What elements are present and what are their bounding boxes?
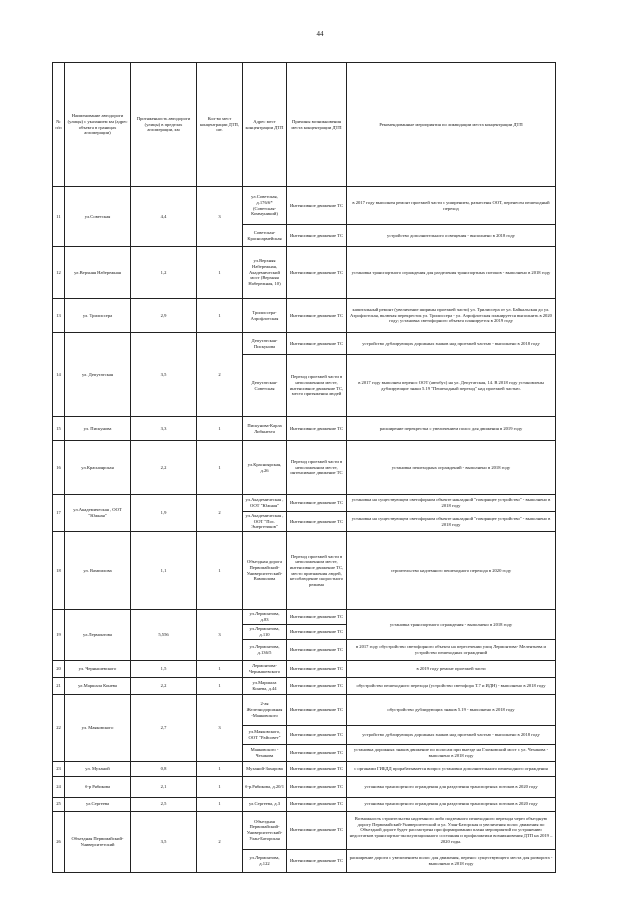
address-cell: Объездная дорога Первомайский-Университетский-Вампилова xyxy=(243,532,287,610)
length-cell: 2,1 xyxy=(131,776,197,797)
recommendation-cell: устройство дублирующих дорожных знаков над проезжей частью - выполнено в 2018 году xyxy=(347,725,556,744)
address-cell: Маяковского - Чехакова xyxy=(243,744,287,761)
cause-cell: Интенсивное движение ТС xyxy=(287,677,347,694)
address-cell: ул.Советская, д.176/6* (Советская-Коммуникий) xyxy=(243,187,287,225)
cause-cell: Интенсивное движение ТС xyxy=(287,776,347,797)
cause-cell: Интенсивное движение ТС xyxy=(287,495,347,512)
road-name-cell: ул.Лермонтова xyxy=(65,610,131,660)
accident-sites-table xyxy=(52,62,556,873)
page-number: 44 xyxy=(316,30,324,38)
recommendation-cell: установка дорожных знаков движение по полосам при выезде на Глазковский мост с ул. Чехакова - выполнено в 2018 году xyxy=(347,744,556,761)
cause-cell: Интенсивное движение ТС xyxy=(287,811,347,849)
header-count: Кол-во мест концентрации ДТП, шт. xyxy=(197,63,243,187)
address-cell: ул.Лермонтова, д.83 xyxy=(243,610,287,625)
address-cell: ул.Академическая , ООТ "Южная" xyxy=(243,495,287,512)
address-cell: ул.Лермонтова, д.110 xyxy=(243,625,287,639)
row-number-cell: 19 xyxy=(53,610,65,660)
cause-cell: Интенсивное движение ТС xyxy=(287,299,347,333)
row-number-cell: 14 xyxy=(53,333,65,417)
recommendation-cell: капитальный ремонт (увеличение ширины проезжей части) ул. Трилиссера от ул. Байкальская до ул. Аэрофлотская, включая перекресток ул. Трилиссера - ул. Аэрофлотская планируется выполнить в 2020 году; установка светофорного объекта планируется в 2019 году xyxy=(347,299,556,333)
road-name-cell: ул. Депутатская xyxy=(65,333,131,417)
address-cell: б-р.Рябикова, д.20/1 xyxy=(243,776,287,797)
recommendation-cell: в 2019 году ремонт проезжей части xyxy=(347,660,556,677)
length-cell: 2,2 xyxy=(131,441,197,495)
cause-cell: Интенсивное движение ТС xyxy=(287,725,347,744)
row-number-cell: 13 xyxy=(53,299,65,333)
road-name-cell: б-р Рябикова xyxy=(65,776,131,797)
row-number-cell: 22 xyxy=(53,694,65,761)
recommendation-cell: устройство дополнительного освещения - выполнено в 2018 году xyxy=(347,225,556,247)
header-address: Адрес мест концентрации ДТП xyxy=(243,63,287,187)
road-name-cell: ул. Вампилова xyxy=(65,532,131,610)
recommendation-cell: установка на существующем светофорном объекте накладной "говорящее устройство" - выполнено в 2018 году xyxy=(347,512,556,532)
count-cell: 1 xyxy=(197,776,243,797)
row-number-cell: 15 xyxy=(53,417,65,441)
cause-cell: Переход проезжей части в неположенном месте, интенсивное движение ТС, место притяжения людей, несоблюдение скоростного режима xyxy=(287,532,347,610)
address-cell: ул.Маршала Конева, д.44 xyxy=(243,677,287,694)
cause-cell: Интенсивное движение ТС xyxy=(287,187,347,225)
table-row xyxy=(53,299,556,333)
length-cell: 5,556 xyxy=(131,610,197,660)
cause-cell: Интенсивное движение ТС xyxy=(287,225,347,247)
row-number-cell: 12 xyxy=(53,247,65,299)
address-cell: ул.Верхняя Набережная, Академический мост (Верхняя Набережная, 10) xyxy=(243,247,287,299)
length-cell: 1,2 xyxy=(131,247,197,299)
row-number-cell: 24 xyxy=(53,776,65,797)
recommendation-cell: установка транспортного ограждения для разделения транспортных потоков в 2020 году xyxy=(347,776,556,797)
cause-cell: Интенсивное движение ТС xyxy=(287,639,347,660)
length-cell: 4,4 xyxy=(131,187,197,247)
count-cell: 2 xyxy=(197,495,243,532)
address-cell: Пискунова-Карла Либкнехта xyxy=(243,417,287,441)
recommendation-cell: устройство дублирующих дорожных знаков над проезжей частью - выполнено в 2018 году xyxy=(347,333,556,355)
cause-cell: Интенсивное движение ТС xyxy=(287,797,347,811)
recommendation-cell: обустройство дублирующих знаков 5.19 - выполнено в 2018 году xyxy=(347,694,556,725)
address-cell: Лермонтова-Чернышевского xyxy=(243,660,287,677)
count-cell: 3 xyxy=(197,610,243,660)
address-cell: Трилиссера-Аэрофлотская xyxy=(243,299,287,333)
road-name-cell: ул.Красноярская xyxy=(65,441,131,495)
table-row xyxy=(53,333,556,355)
recommendation-cell: расширение перекрестка с увеличением полос для движения в 2019 году xyxy=(347,417,556,441)
cause-cell: Интенсивное движение ТС xyxy=(287,333,347,355)
cause-cell: Интенсивное движение ТС xyxy=(287,744,347,761)
header-row xyxy=(53,63,556,187)
length-cell: 2,2 xyxy=(131,677,197,694)
cause-cell: Интенсивное движение ТС xyxy=(287,761,347,776)
cause-cell: Интенсивное движение ТС xyxy=(287,610,347,625)
recommendation-cell: установка пешеходных ограждений - выполнено в 2018 году xyxy=(347,441,556,495)
table-row xyxy=(53,797,556,811)
header-road: Наименование автодороги (улицы) с указанием км (адрес объекта в границах агломерации) xyxy=(65,63,131,187)
table-row xyxy=(53,677,556,694)
road-name-cell: ул.Верхняя Набережная xyxy=(65,247,131,299)
address-cell: ул.Красноярская, д.26 xyxy=(243,441,287,495)
address-cell: ул.Лермонтова, д.122 xyxy=(243,849,287,872)
length-cell: 3,3 xyxy=(131,417,197,441)
length-cell: 2,7 xyxy=(131,694,197,761)
header-length: Протяженность автодороги (улицы) в пределах агломерации, км xyxy=(131,63,197,187)
recommendation-cell: установка транспортного ограждения для разделения транспортных потоков в 2020 году xyxy=(347,797,556,811)
table-row xyxy=(53,441,556,495)
count-cell: 1 xyxy=(197,532,243,610)
header-recommendation: Рекомендованные мероприятия по ликвидации места концентрации ДТП xyxy=(347,63,556,187)
recommendation-cell: строительство надземного пешеходного перехода в 2020 году xyxy=(347,532,556,610)
row-number-cell: 20 xyxy=(53,660,65,677)
road-name-cell: ул.Сергеева xyxy=(65,797,131,811)
road-name-cell: Объездная Первомайский-Университетский xyxy=(65,811,131,872)
length-cell: 1,1 xyxy=(131,532,197,610)
address-cell: ул.Сергеева, д.3 xyxy=(243,797,287,811)
table-row xyxy=(53,761,556,776)
cause-cell: Интенсивное движение ТС xyxy=(287,625,347,639)
road-name-cell: ул.Советская xyxy=(65,187,131,247)
road-name-cell: ул. Маяковского xyxy=(65,694,131,761)
row-number-cell: 18 xyxy=(53,532,65,610)
road-name-cell: ул.Академическая , ООТ "Южная" xyxy=(65,495,131,532)
road-name-cell: ул. Пискунова xyxy=(65,417,131,441)
table-row xyxy=(53,532,556,610)
cause-cell: Интенсивное движение ТС xyxy=(287,694,347,725)
table-row xyxy=(53,776,556,797)
cause-cell: Переход проезжей части в неположенном месте, интенсивное движение ТС xyxy=(287,441,347,495)
address-cell: 2-ая Железнодорожная -Маяковского xyxy=(243,694,287,725)
count-cell: 1 xyxy=(197,441,243,495)
count-cell: 1 xyxy=(197,677,243,694)
count-cell: 1 xyxy=(197,247,243,299)
length-cell: 1,5 xyxy=(131,660,197,677)
row-number-cell: 21 xyxy=(53,677,65,694)
row-number-cell: 25 xyxy=(53,797,65,811)
length-cell: 3,5 xyxy=(131,811,197,872)
length-cell: 1,9 xyxy=(131,495,197,532)
road-name-cell: ул.Маршала Конева xyxy=(65,677,131,694)
length-cell: 3,5 xyxy=(131,333,197,417)
length-cell: 2,5 xyxy=(131,797,197,811)
row-number-cell: 17 xyxy=(53,495,65,532)
recommendation-cell: в 2017 году выполнен ремонт проезжей части с уширением, разнесены ООТ, перенесен пешеходный переход xyxy=(347,187,556,225)
table-row xyxy=(53,495,556,512)
count-cell: 1 xyxy=(197,660,243,677)
recommendation-cell: Возможность строительства надземного либо подземного пешеходного перехода через объездную дорогу Первомайский-Университетский и ул. Улан-Баторская и увеличения полос движения по Объездной дороге будет рассмотрена при формировании плана мероприятий по устранению недостатков транспортно-эксплуатационного состояния и профилактики возникновения ДТП на 2019 – 2020 годы. xyxy=(347,811,556,849)
length-cell: 2,9 xyxy=(131,299,197,333)
address-cell: Объездная Первомайский-Университетский-Улан-Баторская xyxy=(243,811,287,849)
length-cell: 0,8 xyxy=(131,761,197,776)
cause-cell: Переход проезжей части в неположенном месте, интенсивное движение ТС, место притяжения людей xyxy=(287,355,347,417)
recommendation-cell: обустройство пешеходного перехода (устройство светофора Т.7 и ИДН) - выполнено в 2018 году xyxy=(347,677,556,694)
count-cell: 1 xyxy=(197,417,243,441)
cause-cell: Интенсивное движение ТС xyxy=(287,849,347,872)
header-cause: Причины возникновения места концентрации ДТП xyxy=(287,63,347,187)
cause-cell: Интенсивное движение ТС xyxy=(287,512,347,532)
recommendation-cell: с органами ГИБДД прорабатывается вопрос установки дополнительного пешеходного ограждения xyxy=(347,761,556,776)
row-number-cell: 11 xyxy=(53,187,65,247)
count-cell: 1 xyxy=(197,797,243,811)
address-cell: ул.Лермонтова, д.136/5 xyxy=(243,639,287,660)
cause-cell: Интенсивное движение ТС xyxy=(287,247,347,299)
count-cell: 2 xyxy=(197,333,243,417)
row-number-cell: 26 xyxy=(53,811,65,872)
recommendation-cell: расширение дороги с увеличением полос для движения, перенос существующего места для разворота - выполнено в 2018 году xyxy=(347,849,556,872)
cause-cell: Интенсивное движение ТС xyxy=(287,660,347,677)
address-cell: Депутатская-Советская xyxy=(243,355,287,417)
address-cell: ул.Маяковского, ООТ "Райсовет" xyxy=(243,725,287,744)
address-cell: Депутатская-Пискунова xyxy=(243,333,287,355)
address-cell: Советская-Красноармейская xyxy=(243,225,287,247)
table-row xyxy=(53,187,556,225)
road-name-cell: ул. Чернышевского xyxy=(65,660,131,677)
table-row xyxy=(53,660,556,677)
count-cell: 1 xyxy=(197,299,243,333)
count-cell: 1 xyxy=(197,761,243,776)
road-name-cell: ул. Трилиссера xyxy=(65,299,131,333)
recommendation-cell: в 2017 году выполнен перенос ООТ (автобус) на ул. Депутатская, 14. В 2018 году установлены дублирующие знаки 5.19 "Пешеходный переход" над проезжей частью. xyxy=(347,355,556,417)
cause-cell: Интенсивное движение ТС xyxy=(287,417,347,441)
address-cell: Муханой-Захарова xyxy=(243,761,287,776)
count-cell: 3 xyxy=(197,694,243,761)
address-cell: ул.Академическая , ООТ "Пос. Энергетиков" xyxy=(243,512,287,532)
table-row xyxy=(53,417,556,441)
table-row xyxy=(53,610,556,625)
header-number: № п/п xyxy=(53,63,65,187)
recommendation-cell: в 2017 году обустройство светофорного объекта на пересечении улиц Лермонтова- Мелентьева и устройство пешеходных ограждений xyxy=(347,639,556,660)
row-number-cell: 16 xyxy=(53,441,65,495)
recommendation-cell: установка на существующем светофорном объекте накладной "говорящее устройство" - выполнено в 2018 году xyxy=(347,495,556,512)
road-name-cell: ул. Муханой xyxy=(65,761,131,776)
count-cell: 2 xyxy=(197,811,243,872)
recommendation-cell: установка транспортного ограждения для разделения транспортных потоков - выполнено в 2018 году xyxy=(347,247,556,299)
row-number-cell: 23 xyxy=(53,761,65,776)
count-cell: 3 xyxy=(197,187,243,247)
recommendation-cell: установка транспортного ограждения - выполнено в 2018 году xyxy=(347,610,556,639)
table-row xyxy=(53,694,556,725)
table-row xyxy=(53,811,556,849)
table-row xyxy=(53,247,556,299)
